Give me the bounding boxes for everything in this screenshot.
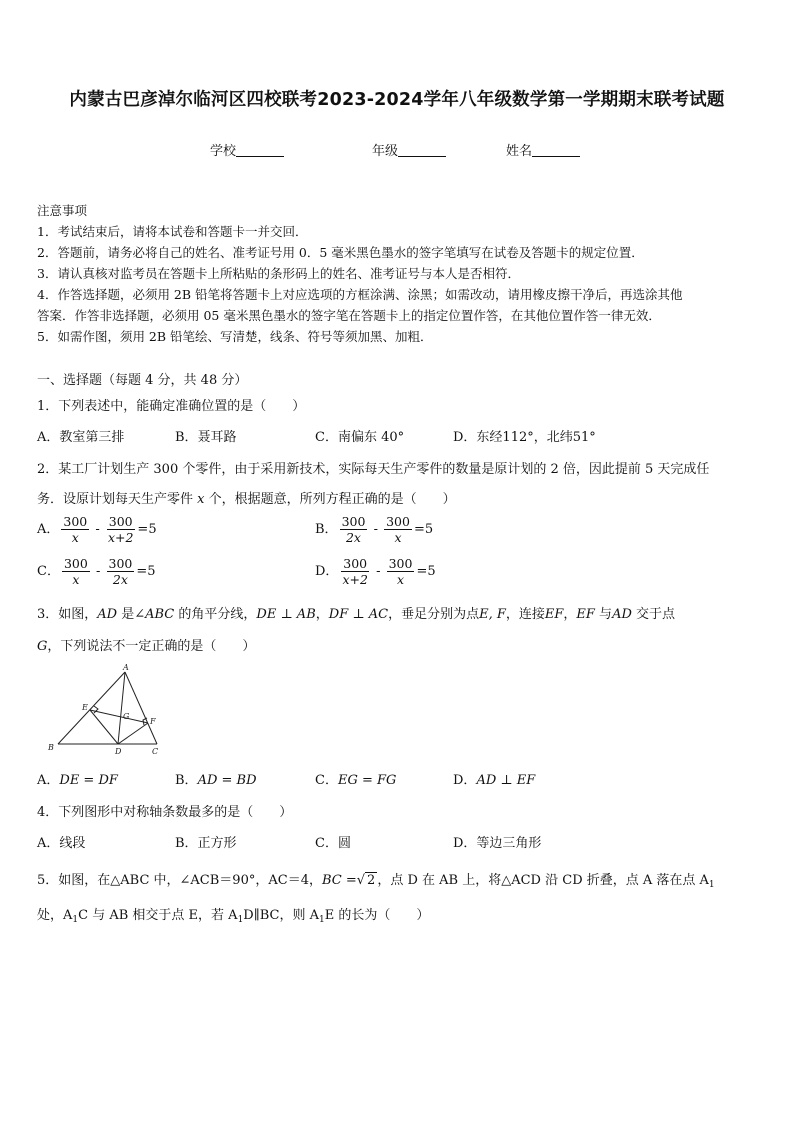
- question-5-stem-line1: 5．如图，在△ABC 中，∠ACB＝90°，AC＝4，BC =√ 2 ，点 D 在 AB 上，将△ACD 沿 CD 折叠，点 A 落在点 $A_1$: [37, 873, 715, 890]
- q3-option-b: B．AD = BD: [175, 773, 257, 788]
- label-d: D: [115, 747, 122, 756]
- q4-option-d: D．等边三角形: [453, 836, 542, 851]
- q3-option-a: A．DE = DF: [37, 773, 118, 788]
- segment-df: [118, 723, 148, 744]
- q2-option-b: B． $\frac{300}{2x}$ - $\frac{300}{x}$ =5: [315, 514, 434, 545]
- section-heading: 一、选择题（每题 4 分，共 48 分）: [37, 373, 248, 388]
- q4-option-b: B．正方形: [175, 836, 237, 851]
- fraction: $\frac{300}{x}$: [388, 556, 413, 587]
- q4-option-c: C．圆: [315, 836, 351, 851]
- label-a: A: [123, 664, 129, 672]
- fraction: $\frac{300}{x+2}$: [107, 514, 134, 545]
- triangle-figure: [40, 664, 170, 758]
- grade-field: 年级: [372, 140, 446, 159]
- label-b: B: [48, 743, 54, 752]
- label-f: F: [150, 717, 156, 726]
- segment-ad: [118, 672, 125, 744]
- fraction: $\frac{300}{x}$: [63, 514, 88, 545]
- fraction: $\frac{300}{2x}$: [341, 514, 366, 545]
- fraction: $\frac{300}{2x}$: [108, 556, 133, 587]
- notice-item: 答案．作答非选择题，必须用 05 毫米黑色墨水的签字笔在答题卡上的指定位置作答，在其他位置作答一律无效．: [37, 308, 661, 323]
- question-2-stem-line1: 2．某工厂计划生产 300 个零件，由于采用新技术，实际每天生产零件的数量是原计划的 2 倍，因此提前 5 天完成任: [37, 462, 710, 477]
- notice-item: 1．考试结束后，请将本试卷和答题卡一并交回．: [37, 224, 308, 239]
- question-2-stem-line2: 务．设原计划每天生产零件 x 个，根据题意，所列方程正确的是（ ）: [37, 492, 456, 507]
- q2-option-d: D． $\frac{300}{x+2}$ - $\frac{300}{x}$ =5: [315, 556, 436, 587]
- q1-option-c: C．南偏东 40°: [315, 430, 405, 445]
- notice-item: 5．如需作图，须用 2B 铅笔绘、写清楚，线条、符号等须加黑、加粗．: [37, 329, 433, 344]
- q2-option-c: C． $\frac{300}{x}$ - $\frac{300}{2x}$ =5: [37, 556, 156, 587]
- side-ac: [125, 672, 157, 744]
- label-g: G: [123, 712, 130, 721]
- fraction: $\frac{300}{x}$: [386, 514, 410, 545]
- school-field: 学校: [210, 140, 284, 159]
- notice-heading: 注意事项: [37, 203, 88, 218]
- fraction: $\frac{300}{x}$: [63, 556, 88, 587]
- notice-section: [37, 200, 759, 347]
- question-4-stem: 4．下列图形中对称轴条数最多的是（ ）: [37, 805, 293, 820]
- q1-option-d: D．东经112°，北纬51°: [453, 430, 596, 445]
- name-blank: [532, 143, 580, 157]
- q4-option-a: A．线段: [37, 836, 86, 851]
- name-field: 姓名: [506, 140, 580, 159]
- question-3-stem-line2: G，下列说法不一定正确的是（ ）: [37, 639, 256, 654]
- side-ab: [58, 672, 125, 744]
- question-1-stem: 1．下列表述中，能确定准确位置的是（ ）: [37, 399, 306, 414]
- notice-item: 4．作答选择题，必须用 2B 铅笔将答题卡上对应选项的方框涂满、涂黑；如需改动，请用橡皮擦干净后，再选涂其他: [37, 287, 683, 302]
- notice-item: 3．请认真核对监考员在答题卡上所粘贴的条形码上的姓名、准考证号与本人是否相符．: [37, 266, 520, 281]
- school-blank: [236, 143, 284, 157]
- grade-blank: [398, 143, 446, 157]
- notice-item: 2．答题前，请务必将自己的姓名、准考证号用 0．5 毫米黑色墨水的签字笔填写在试卷及答题卡的规定位置．: [37, 245, 644, 260]
- label-e: E: [82, 703, 88, 712]
- question-5-stem-line2: 处，$A_1C$ 与 AB 相交于点 E，若 $A_1D\parallel BC$，则 $A_1E$ 的长为（ ）: [37, 908, 430, 925]
- sqrt-symbol: √ 2: [356, 873, 376, 888]
- fraction: $\frac{300}{x+2}$: [342, 556, 368, 587]
- q3-option-c: C．EG = FG: [315, 773, 397, 788]
- question-3-stem-line1: 3．如图，AD 是∠ABC 的角平分线，DE ⊥ AB，DF ⊥ AC，垂足分别为点E, F，连接EF，EF 与AD 交于点: [37, 607, 676, 622]
- q1-option-b: B．聂耳路: [175, 430, 237, 445]
- page-title: 内蒙古巴彦淖尔临河区四校联考2023-2024学年八年级数学第一学期期末联考试题: [69, 90, 725, 110]
- q2-option-a: A． $\frac{300}{x}$ - $\frac{300}{x+2}$ =5: [37, 514, 157, 545]
- label-c: C: [152, 747, 159, 756]
- q1-option-a: A．教室第三排: [37, 430, 125, 445]
- q3-option-d: D．AD ⊥ EF: [453, 773, 536, 788]
